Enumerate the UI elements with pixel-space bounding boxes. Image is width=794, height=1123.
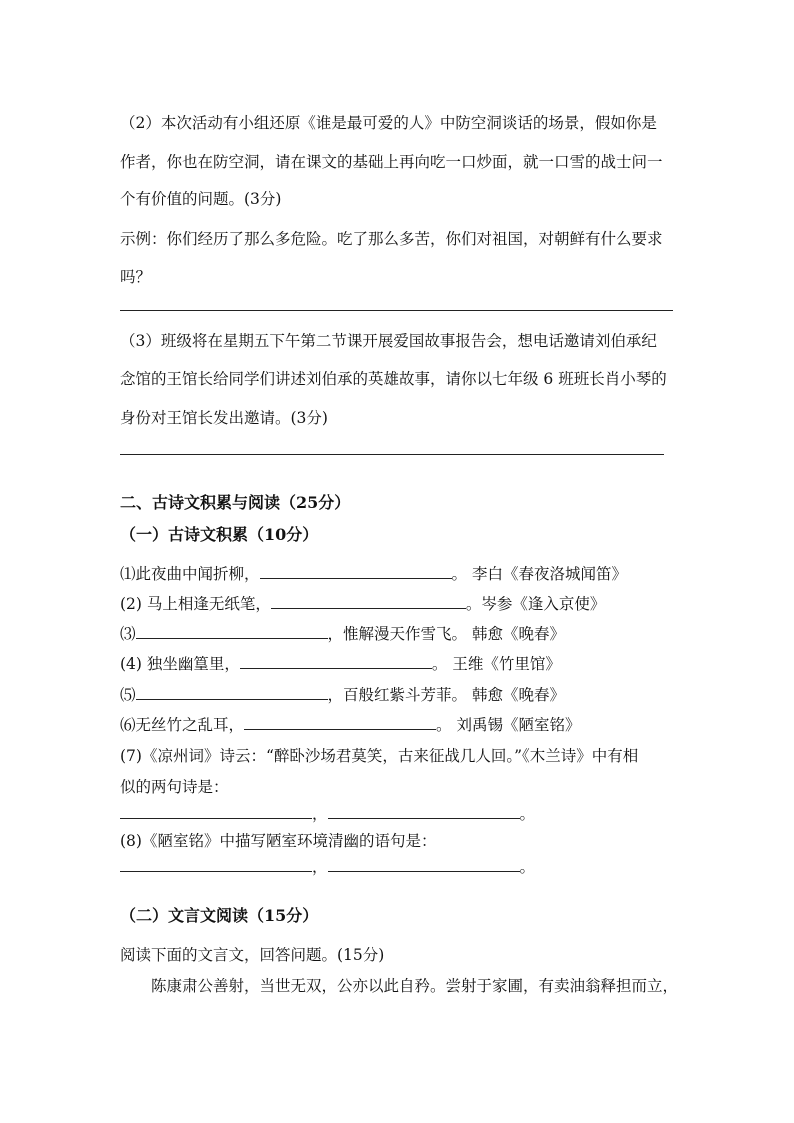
poem-item-4-prefix: (4) 独坐幽篁里， xyxy=(120,655,240,673)
poem-item-6-prefix: ⑹无丝竹之乱耳， xyxy=(120,716,245,734)
poem-item-5-suffix: ，百般红紫斗芳菲。 韩愈《晚春》 xyxy=(327,686,565,704)
part-2-title: （二）文言文阅读（15分） xyxy=(120,906,319,925)
poem-item-3-blank[interactable] xyxy=(136,624,328,639)
poem-item-4 xyxy=(120,654,561,674)
poem-item-1 xyxy=(120,564,627,584)
q3-line-1: （3）班级将在星期五下午第二节课开展爱国故事报告会，想电话邀请刘伯承纪 xyxy=(120,332,657,350)
poem-item-3-suffix: ，惟解漫天作雪飞。 韩愈《晚春》 xyxy=(327,625,565,643)
poem-item-6 xyxy=(120,715,580,735)
poem-item-4-suffix: 。 王维《竹里馆》 xyxy=(431,655,561,673)
poem-item-2 xyxy=(120,594,605,614)
section-2-title: 二、古诗文积累与阅读（25分） xyxy=(120,493,351,512)
poem-item-5-blank[interactable] xyxy=(136,685,328,700)
q3-line-3: 身份对王馆长发出邀请。(3分) xyxy=(120,409,328,427)
poem-item-8-line-1: (8)《陋室铭》中描写陋室环境清幽的语句是： xyxy=(120,832,437,850)
q2-line-2: 作者，你也在防空洞，请在课文的基础上再向吃一口炒面，就一口雪的战士问一 xyxy=(120,153,663,171)
poem-item-2-prefix: (2) 马上相逢无纸笔， xyxy=(120,595,271,613)
poem-item-2-suffix: 。岑参《逢入京使》 xyxy=(465,595,606,613)
part-1-title: （一）古诗文积累（10分） xyxy=(120,525,319,544)
poem-item-7-period: 。 xyxy=(519,805,536,823)
q2-example-line-2: 吗？ xyxy=(120,268,152,286)
reading-text: 陈康肃公善射，当世无双，公亦以此自矜。尝射于家圃，有卖油翁释担而立， xyxy=(151,977,679,995)
poem-item-6-suffix: 。 刘禹锡《陋室铭》 xyxy=(436,716,581,734)
poem-item-7-blank-2[interactable] xyxy=(328,804,520,819)
poem-item-7-line-2: 似的两句诗是： xyxy=(120,778,229,796)
poem-item-6-blank[interactable] xyxy=(244,715,436,730)
poem-item-8-answers xyxy=(120,857,535,877)
q2-answer-line[interactable] xyxy=(120,310,673,311)
poem-item-5 xyxy=(120,685,565,705)
poem-item-7-line-1: (7)《凉州词》诗云：“醉卧沙场君莫笑，古来征战几人回。”《木兰诗》中有相 xyxy=(120,747,639,765)
q2-example-line-1: 示例：你们经历了那么多危险。吃了那么多苦，你们对祖国，对朝鲜有什么要求 xyxy=(120,230,663,248)
poem-item-8-comma: ， xyxy=(312,858,328,876)
poem-item-2-blank[interactable] xyxy=(271,594,466,609)
poem-item-1-blank[interactable] xyxy=(260,564,452,579)
poem-item-7-answers xyxy=(120,804,535,824)
poem-item-8-blank-2[interactable] xyxy=(328,857,520,872)
poem-item-7-comma: ， xyxy=(312,805,328,823)
q2-line-3: 个有价值的问题。(3分) xyxy=(120,190,282,208)
q3-line-2: 念馆的王馆长给同学们讲述刘伯承的英雄故事，请你以七年级 6 班班长肖小琴的 xyxy=(120,370,667,388)
poem-item-3-prefix: ⑶ xyxy=(120,625,136,643)
poem-item-5-prefix: ⑸ xyxy=(120,686,136,704)
poem-item-4-blank[interactable] xyxy=(240,654,432,669)
poem-item-3 xyxy=(120,624,565,644)
poem-item-7-blank-1[interactable] xyxy=(120,804,312,819)
poem-item-1-prefix: ⑴此夜曲中闻折柳， xyxy=(120,565,260,583)
poem-item-8-period: 。 xyxy=(519,858,536,876)
poem-item-1-suffix: 。 李白《春夜洛城闻笛》 xyxy=(451,565,627,583)
reading-intro: 阅读下面的文言文，回答问题。(15分) xyxy=(120,946,385,964)
q3-answer-line[interactable] xyxy=(120,454,664,455)
q2-line-1: （2）本次活动有小组还原《谁是最可爱的人》中防空洞谈话的场景，假如你是 xyxy=(120,114,657,132)
poem-item-8-blank-1[interactable] xyxy=(120,857,312,872)
